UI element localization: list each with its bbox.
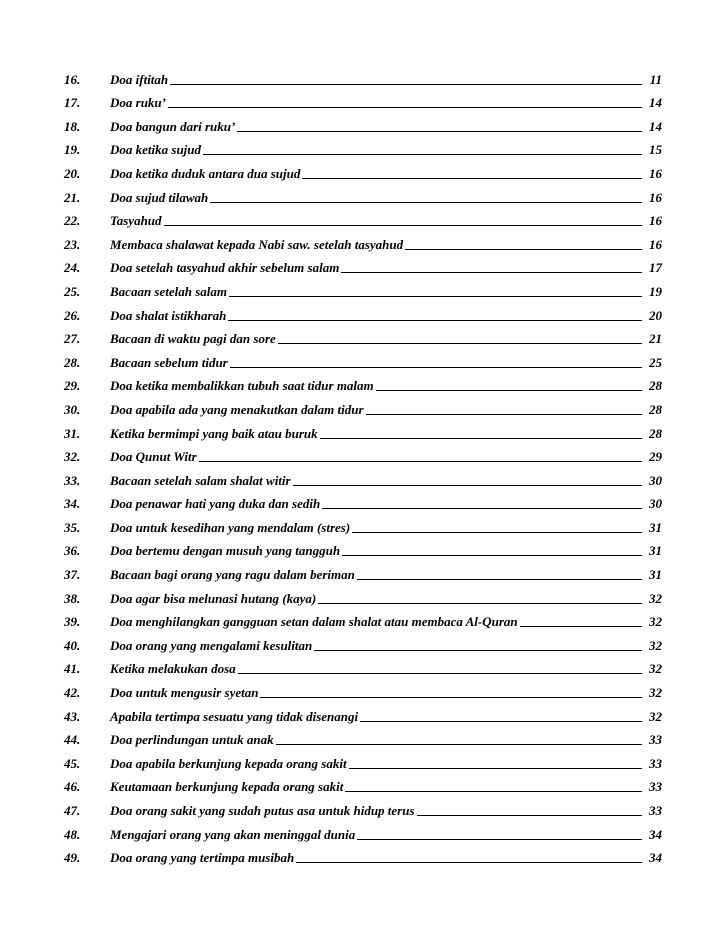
entry-title: Mengajari orang yang akan meninggal dunia: [110, 826, 356, 842]
toc-entry[interactable]: [64, 772, 662, 796]
leader-line: [342, 555, 642, 556]
entry-title: Bacaan bagi orang yang ragu dalam beriman: [110, 567, 355, 583]
entry-title: Doa shalat istikharah: [110, 307, 227, 323]
entry-number: 38.: [64, 590, 81, 606]
entry-title: Doa apabila berkunjung kepada orang sakit: [110, 755, 347, 771]
leader-line: [199, 461, 642, 462]
entry-page-number: 14: [649, 95, 662, 111]
entry-number: 17.: [64, 95, 81, 111]
leader-line: [278, 343, 642, 344]
leader-line: [341, 272, 642, 273]
entry-page-number: 32: [649, 685, 662, 701]
entry-page-number: 31: [649, 519, 662, 535]
entry-number: 22.: [64, 213, 81, 229]
entry-page-number: 32: [649, 614, 662, 630]
leader-line: [314, 650, 642, 651]
entry-page-number: 33: [649, 803, 662, 818]
entry-page-number: 34: [649, 826, 662, 842]
leader-line: [302, 178, 642, 179]
entry-title: Doa orang yang mengalami kesulitan: [110, 637, 313, 653]
entry-number: 18.: [64, 118, 81, 134]
leader-line: [405, 249, 642, 250]
toc-entry[interactable]: [64, 135, 662, 159]
entry-number: 29.: [64, 378, 81, 394]
entry-number: 16.: [64, 71, 81, 87]
toc-entry[interactable]: [64, 677, 662, 701]
entry-title: Doa bertemu dengan musuh yang tangguh: [110, 543, 341, 559]
toc-entry[interactable]: [64, 465, 662, 489]
leader-line: [345, 791, 642, 792]
leader-line: [357, 839, 642, 840]
entry-page-number: 32: [649, 708, 662, 724]
entry-title: Doa sujud tilawah: [110, 189, 209, 205]
toc-entry[interactable]: [64, 607, 662, 631]
leader-line: [349, 768, 642, 769]
toc-entry[interactable]: [64, 394, 662, 418]
entry-title: Doa orang sakit yang sudah putus asa untuk hidup terus: [110, 803, 415, 818]
table-of-contents: [64, 64, 662, 866]
entry-title: Doa perlindungan untuk anak: [110, 732, 274, 748]
entry-number: 34.: [64, 496, 81, 512]
toc-entry[interactable]: [64, 229, 662, 253]
toc-entry[interactable]: [64, 300, 662, 324]
leader-line: [203, 154, 642, 155]
entry-title: Doa bangun dari ruku’: [110, 118, 236, 134]
entry-number: 20.: [64, 165, 81, 181]
entry-title: Ketika bermimpi yang baik atau buruk: [110, 425, 318, 441]
toc-entry[interactable]: [64, 111, 662, 135]
toc-entry[interactable]: [64, 630, 662, 654]
toc-entry[interactable]: [64, 559, 662, 583]
entry-number: 35.: [64, 519, 81, 535]
toc-entry[interactable]: [64, 206, 662, 230]
entry-page-number: 28: [649, 425, 662, 441]
entry-title: Doa untuk kesedihan yang mendalam (stres): [110, 519, 351, 535]
entry-number: 25.: [64, 283, 81, 299]
entry-number: 27.: [64, 331, 81, 347]
leader-line: [238, 673, 642, 674]
toc-entry[interactable]: [64, 276, 662, 300]
entry-number: 30.: [64, 401, 81, 417]
leader-line: [170, 84, 642, 85]
leader-line: [237, 131, 642, 132]
leader-line: [296, 862, 642, 863]
entry-number: 47.: [64, 803, 81, 818]
entry-number: 26.: [64, 307, 81, 323]
entry-number: 39.: [64, 614, 81, 630]
toc-entry[interactable]: [64, 347, 662, 371]
entry-title: Apabila tertimpa sesuatu yang tidak disenangi: [110, 708, 359, 724]
toc-entry[interactable]: [64, 253, 662, 277]
leader-line: [210, 202, 642, 203]
entry-page-number: 19: [649, 283, 662, 299]
entry-title: Doa penawar hati yang duka dan sedih: [110, 496, 321, 512]
entry-page-number: 32: [649, 637, 662, 653]
leader-line: [229, 296, 642, 297]
entry-title: Membaca shalawat kepada Nabi saw. setelah tasyahud: [110, 236, 404, 252]
entry-number: 42.: [64, 685, 81, 701]
leader-line: [322, 508, 642, 509]
entry-number: 31.: [64, 425, 81, 441]
entry-title: Doa orang yang tertimpa musibah: [110, 850, 295, 866]
leader-line: [318, 603, 642, 604]
leader-line: [276, 744, 642, 745]
leader-line: [352, 532, 642, 533]
entry-number: 48.: [64, 826, 81, 842]
entry-number: 33.: [64, 472, 81, 488]
leader-line: [164, 225, 642, 226]
entry-number: 23.: [64, 236, 81, 252]
toc-entry[interactable]: [64, 88, 662, 112]
leader-line: [417, 815, 642, 816]
entry-page-number: 25: [649, 354, 662, 370]
entry-page-number: 11: [649, 71, 662, 87]
entry-page-number: 31: [649, 543, 662, 559]
toc-entry[interactable]: [64, 512, 662, 536]
entry-title: Ketika melakukan dosa: [110, 661, 236, 677]
entry-page-number: 32: [649, 590, 662, 606]
entry-page-number: 31: [649, 567, 662, 583]
entry-title: Doa ketika membalikkan tubuh saat tidur malam: [110, 378, 374, 394]
toc-entry[interactable]: [64, 583, 662, 607]
toc-entry[interactable]: [64, 536, 662, 560]
entry-title: Doa ruku’: [110, 95, 166, 111]
entry-number: 37.: [64, 567, 81, 583]
toc-entry[interactable]: [64, 324, 662, 348]
leader-line: [376, 390, 642, 391]
leader-line: [260, 697, 642, 698]
entry-page-number: 33: [649, 779, 662, 795]
toc-entry[interactable]: [64, 371, 662, 395]
entry-page-number: 29: [649, 449, 662, 465]
entry-number: 40.: [64, 637, 81, 653]
toc-entry[interactable]: [64, 418, 662, 442]
leader-line: [228, 320, 642, 321]
entry-page-number: 34: [649, 850, 662, 866]
entry-number: 28.: [64, 354, 81, 370]
toc-entry[interactable]: [64, 819, 662, 843]
entry-title: Doa menghilangkan gangguan setan dalam shalat atau membaca Al-Quran: [110, 614, 518, 630]
leader-line: [293, 485, 642, 486]
entry-page-number: 16: [649, 213, 662, 229]
entry-title: Doa Qunut Witr: [110, 449, 197, 465]
entry-title: Doa agar bisa melunasi hutang (kaya): [110, 590, 317, 606]
entry-number: 32.: [64, 449, 81, 465]
leader-line: [357, 579, 642, 580]
entry-number: 21.: [64, 189, 81, 205]
leader-line: [520, 626, 642, 627]
entry-page-number: 16: [649, 189, 662, 205]
entry-title: Tasyahud: [110, 213, 162, 229]
entry-page-number: 16: [649, 236, 662, 252]
entry-number: 49.: [64, 850, 81, 866]
entry-page-number: 32: [649, 661, 662, 677]
entry-page-number: 28: [649, 401, 662, 417]
toc-entry[interactable]: [64, 748, 662, 772]
entry-page-number: 14: [649, 118, 662, 134]
entry-title: Bacaan setelah salam: [110, 283, 228, 299]
entry-number: 24.: [64, 260, 81, 276]
entry-page-number: 33: [649, 732, 662, 748]
entry-page-number: 15: [649, 142, 662, 158]
toc-entry[interactable]: [64, 442, 662, 466]
toc-entry[interactable]: [64, 654, 662, 678]
entry-page-number: 17: [649, 260, 662, 276]
entry-number: 43.: [64, 708, 81, 724]
entry-page-number: 20: [649, 307, 662, 323]
entry-title: Doa apabila ada yang menakutkan dalam tidur: [110, 401, 364, 417]
leader-line: [168, 107, 642, 108]
entry-number: 19.: [64, 142, 81, 158]
entry-page-number: 30: [649, 472, 662, 488]
entry-number: 36.: [64, 543, 81, 559]
entry-number: 41.: [64, 661, 81, 677]
leader-line: [360, 721, 642, 722]
leader-line: [320, 438, 642, 439]
entry-title: Keutamaan berkunjung kepada orang sakit: [110, 779, 344, 795]
entry-page-number: 21: [649, 331, 662, 347]
toc-entry[interactable]: [64, 725, 662, 749]
entry-page-number: 16: [649, 165, 662, 181]
entry-number: 46.: [64, 779, 81, 795]
entry-title: Doa iftitah: [110, 71, 169, 87]
leader-line: [230, 367, 642, 368]
entry-number: 44.: [64, 732, 81, 748]
entry-title: Doa setelah tasyahud akhir sebelum salam: [110, 260, 340, 276]
toc-entry[interactable]: [64, 182, 662, 206]
leader-line: [366, 414, 642, 415]
toc-entry[interactable]: [64, 489, 662, 513]
toc-entry[interactable]: [64, 843, 662, 867]
toc-entry[interactable]: [64, 701, 662, 725]
entry-title: Doa ketika sujud: [110, 142, 202, 158]
entry-title: Doa untuk mengusir syetan: [110, 685, 259, 701]
entry-number: 45.: [64, 755, 81, 771]
entry-title: Doa ketika duduk antara dua sujud: [110, 165, 301, 181]
entry-page-number: 30: [649, 496, 662, 512]
entry-title: Bacaan setelah salam shalat witir: [110, 472, 291, 488]
entry-page-number: 33: [649, 755, 662, 771]
entry-title: Bacaan sebelum tidur: [110, 354, 228, 370]
toc-entry[interactable]: [64, 158, 662, 182]
toc-entry[interactable]: [64, 64, 662, 88]
entry-title: Bacaan di waktu pagi dan sore: [110, 331, 276, 347]
toc-entry[interactable]: [64, 795, 662, 819]
entry-page-number: 28: [649, 378, 662, 394]
